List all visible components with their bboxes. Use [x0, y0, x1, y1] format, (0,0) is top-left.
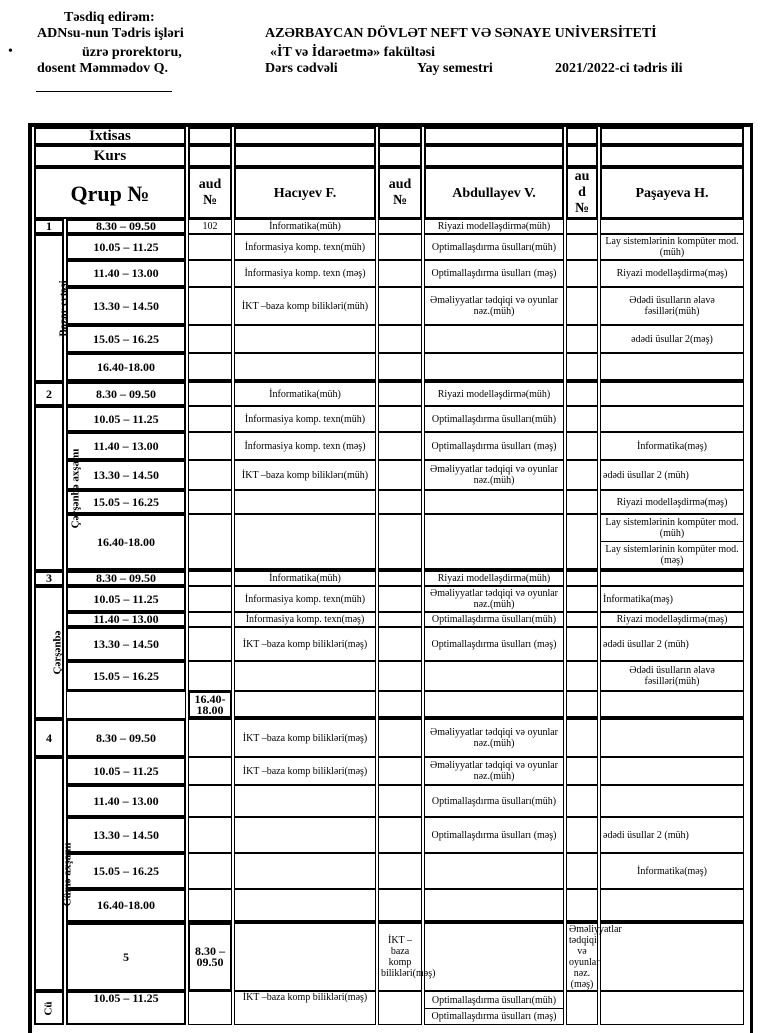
class-cell: ədədi üsullar 2 (müh)	[600, 627, 744, 661]
class-cell: İnformasiya komp. texn (məş)	[234, 432, 376, 460]
schedule-title: Dərs cədvəli	[265, 61, 338, 76]
class-cell: İnformatika(müh)	[234, 382, 376, 406]
time-slot: 13.30 – 14.50	[66, 287, 186, 325]
day-label: Çərşənbə	[34, 586, 64, 719]
class-cell: İKT –baza komp bilikləri(məş)	[234, 627, 376, 661]
time-slot: 8.30 – 09.50	[66, 219, 186, 234]
day-label: Bazar ertəsi	[34, 234, 64, 382]
table-row	[34, 586, 746, 612]
class-cell: Optimallaşdırma üsulları (məş)	[424, 817, 564, 853]
day-number: 5	[66, 923, 186, 991]
semester-label: Yay semestri	[417, 61, 493, 76]
day-label: Çərşənbə axşamı	[34, 406, 64, 571]
table-row	[34, 406, 746, 432]
class-cell: İKT –baza komp bilikləri(məş)	[378, 923, 422, 991]
university-title: AZƏRBAYCAN DÖVLƏT NEFT VƏ SƏNAYE UNİVERSİTETİ	[265, 26, 657, 41]
class-cell: Riyazi modelləşdirmə(müh)	[424, 571, 564, 586]
table-row	[34, 661, 746, 691]
class-cell: İnformasiya komp. texn(müh)	[234, 234, 376, 260]
class-cell: İKT –baza komp biliklərı(müh)	[234, 460, 376, 490]
schedule-table	[32, 127, 748, 1025]
time-slot: 11.40 – 13.00	[66, 612, 186, 627]
academic-year: 2021/2022-ci tədris ili	[555, 61, 683, 76]
class-cell: Əməliyyatlar tədqiqi və oyunlar nəz.(məş)	[566, 923, 598, 991]
time-slot: 10.05 – 11.25	[66, 991, 186, 1025]
class-cell: Optimallaşdırma üsulları(müh)	[424, 234, 564, 260]
class-cell: Optimallaşdırma üsulları(müh)	[424, 785, 564, 817]
class-cell: İKT –baza komp bilikləri(müh)	[234, 287, 376, 325]
class-cell: Əməliyyatlar tədqiqi və oyunlar nəz.(müh)	[424, 586, 564, 612]
time-slot: 8.30 – 09.50	[66, 719, 186, 757]
class-cell: Optimallaşdırma üsulları (məş)	[424, 627, 564, 661]
table-row	[34, 325, 746, 353]
class-cell: İnformasiya komp. texn(müh)	[234, 586, 376, 612]
table-row	[34, 991, 746, 1025]
table-row	[34, 219, 746, 234]
table-row	[34, 460, 746, 490]
time-slot: 15.05 – 16.25	[66, 853, 186, 889]
day-number: 4	[34, 719, 64, 757]
time-slot: 16.40-18.00	[66, 889, 186, 923]
class-cell: İnformatika(məş)	[600, 586, 744, 612]
table-row	[34, 719, 746, 757]
table-row	[34, 234, 746, 260]
class-cell: Ədədi üsulların əlavə fəsilləri(müh)	[600, 661, 744, 691]
class-cell: Riyazi modelləşdirmə(məş)	[600, 490, 744, 514]
teacher-header: Abdullayev V.	[424, 167, 564, 219]
table-row	[34, 145, 746, 167]
table-row	[34, 627, 746, 661]
class-cell: Riyazi modelləşdirmə(müh)	[424, 382, 564, 406]
aud-header: aud №	[378, 167, 422, 219]
day-number: 3	[34, 571, 64, 586]
class-cell	[600, 514, 744, 571]
class-cell: İnformasiya komp. texn (məş)	[234, 260, 376, 287]
time-slot: 11.40 – 13.00	[66, 432, 186, 460]
time-slot: 10.05 – 11.25	[66, 406, 186, 432]
class-cell: Optimallaşdırma üsulları(müh)	[424, 612, 564, 627]
time-slot: 15.05 – 16.25	[66, 325, 186, 353]
faculty-title: «İT və İdarəetmə» fakültəsi	[270, 45, 435, 60]
table-row	[34, 853, 746, 889]
aud-header: aud №	[188, 167, 232, 219]
table-row	[34, 757, 746, 785]
teacher-header: Hacıyev F.	[234, 167, 376, 219]
time-slot: 11.40 – 13.00	[66, 260, 186, 287]
approval-label: Təsdiq edirəm:	[64, 10, 155, 25]
teacher-header: Paşayeva H.	[600, 167, 744, 219]
class-cell: İnformatika(müh)	[234, 571, 376, 586]
class-cell: Optimallaşdırma üsulları (məş)	[431, 1010, 557, 1022]
class-cell: İKT –baza komp bilikləri(məş)	[234, 991, 376, 1025]
course-label: Kurs	[34, 145, 186, 167]
table-row	[34, 127, 746, 145]
time-slot: 10.05 – 11.25	[66, 586, 186, 612]
table-row	[34, 817, 746, 853]
class-cell: ədədi üsullar 2 (müh)	[600, 817, 744, 853]
class-cell: Optimallaşdırma üsulları(müh)	[425, 993, 563, 1009]
approver-line-2: üzrə prorektoru,	[82, 45, 182, 60]
class-cell: İnformatika(məş)	[600, 432, 744, 460]
time-slot: 13.30 – 14.50	[66, 460, 186, 490]
time-slot: 16.40-18.00	[188, 691, 232, 719]
day-label: Cümə axşamı	[34, 757, 64, 991]
class-cell: Riyazi modelləşdirmə(məş)	[600, 612, 744, 627]
table-row	[34, 785, 746, 817]
specialty-label: İxtisas	[34, 127, 186, 145]
class-cell: Ədədi üsulların əlavə fəsilləri(müh)	[600, 287, 744, 325]
table-row	[34, 260, 746, 287]
time-slot: 8.30 – 09.50	[66, 571, 186, 586]
class-cell	[424, 991, 564, 1025]
time-slot: 10.05 – 11.25	[66, 757, 186, 785]
time-slot: 16.40-18.00	[66, 353, 186, 382]
time-slot: 15.05 – 16.25	[66, 661, 186, 691]
class-cell: Lay sistemlərinin kompüter mod. (məş)	[605, 544, 739, 566]
time-slot: 13.30 – 14.50	[66, 627, 186, 661]
class-cell: Əməliyyatlar tədqiqi və oyunlar nəz.(müh)	[424, 719, 564, 757]
table-row	[34, 514, 746, 571]
table-row	[34, 287, 746, 325]
class-cell: Riyazi modelləşdirmə(məş)	[600, 260, 744, 287]
table-row	[34, 923, 746, 991]
day-number: 1	[34, 219, 64, 234]
time-slot: 8.30 – 09.50	[188, 923, 232, 991]
class-cell: Optimallaşdırma üsulları (məş)	[424, 432, 564, 460]
group-label: Qrup №	[34, 167, 186, 219]
day-number: 2	[34, 382, 64, 406]
table-row	[34, 167, 746, 219]
time-slot: 16.40-18.00	[66, 514, 186, 571]
day-label: Cü	[34, 991, 64, 1025]
table-row	[34, 571, 746, 586]
bullet-icon: •	[8, 44, 13, 59]
class-cell: Optimallaşdırma üsulları(müh)	[424, 406, 564, 432]
aud-header: au d №	[566, 167, 598, 219]
table-row	[34, 889, 746, 923]
class-cell: Əməliyyatlar tədqiqi və oyunlar nəz.(müh)	[424, 460, 564, 490]
approver-name: dosent Məmmədov Q.	[37, 61, 169, 76]
table-row	[34, 691, 746, 719]
class-cell: Əməliyyatlar tədqiqi və oyunlar nəz.(müh)	[424, 287, 564, 325]
table-row	[34, 490, 746, 514]
table-row	[34, 382, 746, 406]
class-cell: İKT –baza komp bilikləri(məş)	[234, 757, 376, 785]
time-slot: 8.30 – 09.50	[66, 382, 186, 406]
time-slot: 11.40 – 13.00	[66, 785, 186, 817]
class-cell: İnformasiya komp. texn(məş)	[234, 612, 376, 627]
class-cell: İnformatika(müh)	[234, 219, 376, 234]
approver-line-1: ADNsu-nun Tədris işləri	[37, 26, 184, 41]
signature-line	[36, 91, 172, 92]
class-cell: Əməliyyatlar tədqiqi və oyunlar nəz.(müh)	[424, 757, 564, 785]
class-cell: Riyazi modelləşdirmə(müh)	[424, 219, 564, 234]
time-slot: 13.30 – 14.50	[66, 817, 186, 853]
class-cell: ədədi üsullar 2 (müh)	[600, 460, 744, 490]
time-slot: 10.05 – 11.25	[66, 234, 186, 260]
aud-cell: 102	[188, 219, 232, 234]
class-cell: İKT –baza komp bilikləri(məş)	[234, 719, 376, 757]
table-row	[34, 353, 746, 382]
class-cell: Lay sistemlərinin kompüter mod. (müh)	[600, 234, 744, 260]
class-cell: İnformatika(məş)	[600, 853, 744, 889]
class-cell: Optimallaşdırma üsulları (məş)	[424, 260, 564, 287]
table-row	[34, 432, 746, 460]
class-cell: Lay sistemlərinin kompüter mod. (müh)	[601, 515, 743, 542]
table-row	[34, 612, 746, 627]
class-cell: ədədi üsullar 2(məş)	[600, 325, 744, 353]
class-cell: İnformasiya komp. texn(müh)	[234, 406, 376, 432]
time-slot: 15.05 – 16.25	[66, 490, 186, 514]
